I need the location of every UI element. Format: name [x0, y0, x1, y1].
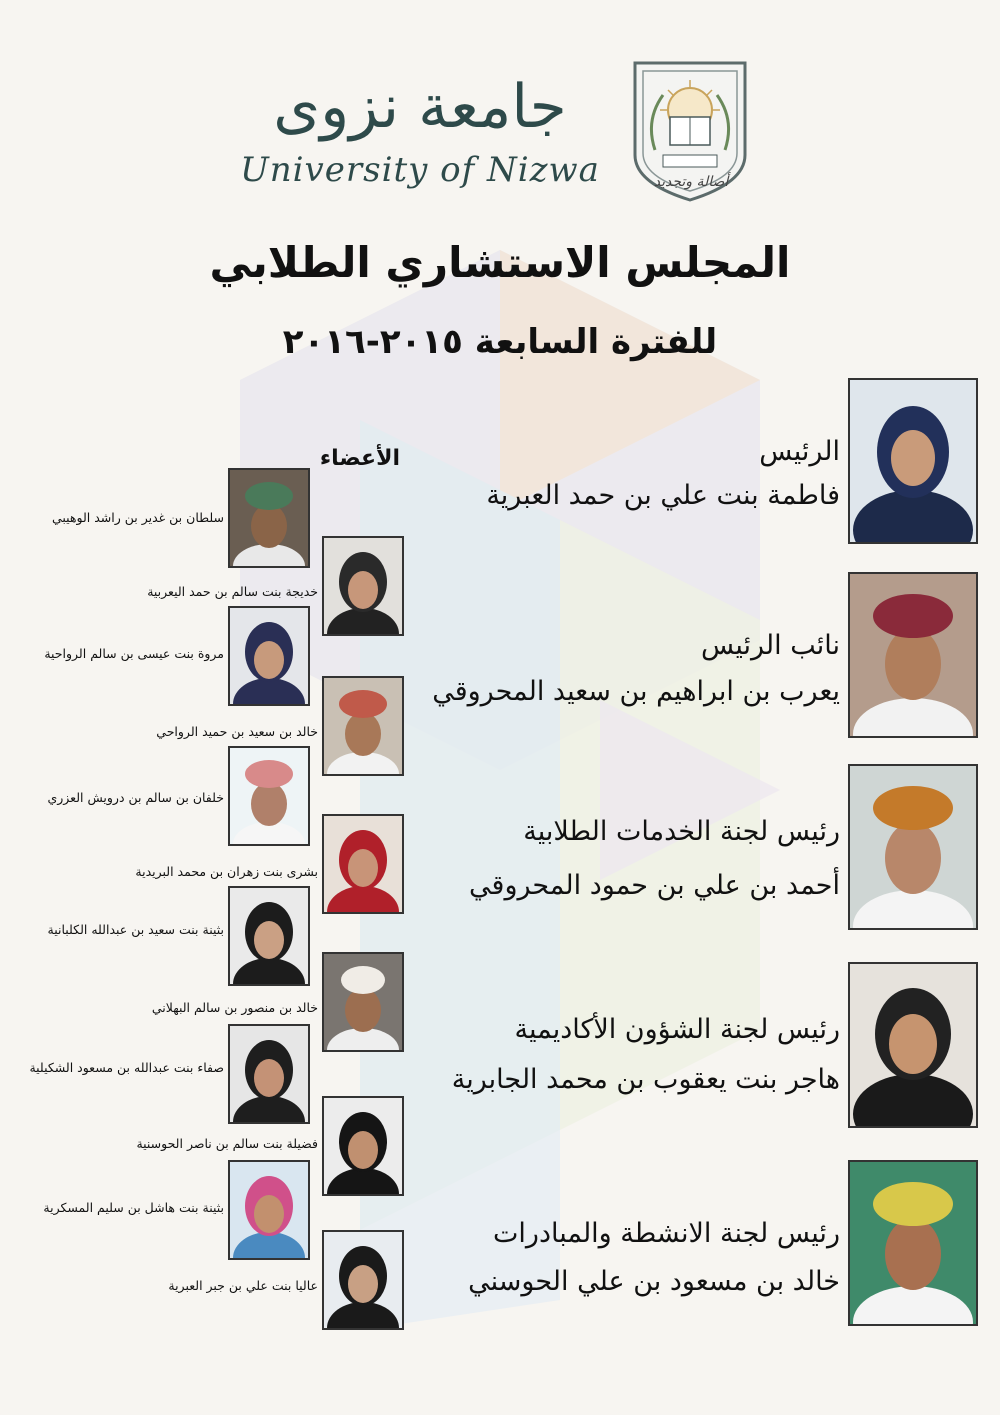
- leader-name: خالد بن مسعود بن علي الحوسني: [468, 1266, 840, 1297]
- member-name: خلفان بن سالم بن درويش العزري: [47, 790, 224, 805]
- member-name: خديجة بنت سالم بن حمد اليعربية: [147, 584, 318, 599]
- leader-photo-vice-president: [848, 572, 978, 738]
- member-name: بشرى بنت زهران بن محمد البريدية: [135, 864, 318, 879]
- member-photo: [228, 746, 310, 846]
- leader-name: أحمد بن علي بن حمود المحروقي: [469, 870, 840, 901]
- leader-role: رئيس لجنة الخدمات الطلابية: [523, 816, 840, 847]
- leader-role: نائب الرئيس: [700, 630, 840, 661]
- members-heading: الأعضاء: [319, 446, 400, 471]
- member-name: بثينة بنت هاشل بن سليم المسكرية: [43, 1200, 224, 1215]
- leader-name: هاجر بنت يعقوب بن محمد الجابرية: [451, 1064, 840, 1095]
- member-photo: [228, 606, 310, 706]
- university-logo-english: University of Nizwa: [240, 150, 600, 190]
- leader-role: رئيس لجنة الشؤون الأكاديمية: [514, 1014, 840, 1045]
- member-name: سلطان بن غدير بن راشد الوهيبي: [51, 510, 224, 525]
- member-name: بثينة بنت سعيد بن عبدالله الكلبانية: [47, 922, 224, 937]
- member-photo: [322, 1096, 404, 1196]
- member-name: فضيلة بنت سالم بن ناصر الحوسنية: [136, 1136, 318, 1151]
- member-name: خالد بن سعيد بن حميد الرواحي: [156, 724, 318, 739]
- member-name: مروة بنت عيسى بن سالم الرواحية: [44, 646, 224, 661]
- university-logo-arabic: جامعة نزوى: [273, 72, 567, 142]
- member-photo: [228, 1160, 310, 1260]
- member-photo: [322, 536, 404, 636]
- member-photo: [322, 814, 404, 914]
- leader-photo-president: [848, 378, 978, 544]
- leader-name: فاطمة بنت علي بن حمد العبرية: [486, 480, 840, 511]
- member-name: خالد بن منصور بن سالم البهلاني: [151, 1000, 318, 1015]
- member-name: صفاء بنت عبدالله بن مسعود الشكيلية: [29, 1060, 224, 1075]
- member-photo: [322, 676, 404, 776]
- member-photo: [322, 1230, 404, 1330]
- leader-role: الرئيس: [759, 436, 840, 467]
- leader-photo-activities: [848, 1160, 978, 1326]
- member-photo: [322, 952, 404, 1052]
- leader-role: رئيس لجنة الانشطة والمبادرات: [492, 1218, 840, 1249]
- member-photo: [228, 886, 310, 986]
- seal-motto: أصالة وتجديد: [653, 174, 729, 190]
- member-photo: [228, 468, 310, 568]
- leader-photo-academic-affairs: [848, 962, 978, 1128]
- leader-name: يعرب بن ابراهيم بن سعيد المحروقي: [432, 676, 840, 707]
- page-title: المجلس الاستشاري الطلابي: [209, 238, 791, 287]
- page-subtitle: للفترة السابعة ٢٠١٥-٢٠١٦: [282, 322, 718, 362]
- leader-photo-student-services: [848, 764, 978, 930]
- member-photo: [228, 1024, 310, 1124]
- member-name: عاليا بنت علي بن جبر العبرية: [168, 1278, 318, 1293]
